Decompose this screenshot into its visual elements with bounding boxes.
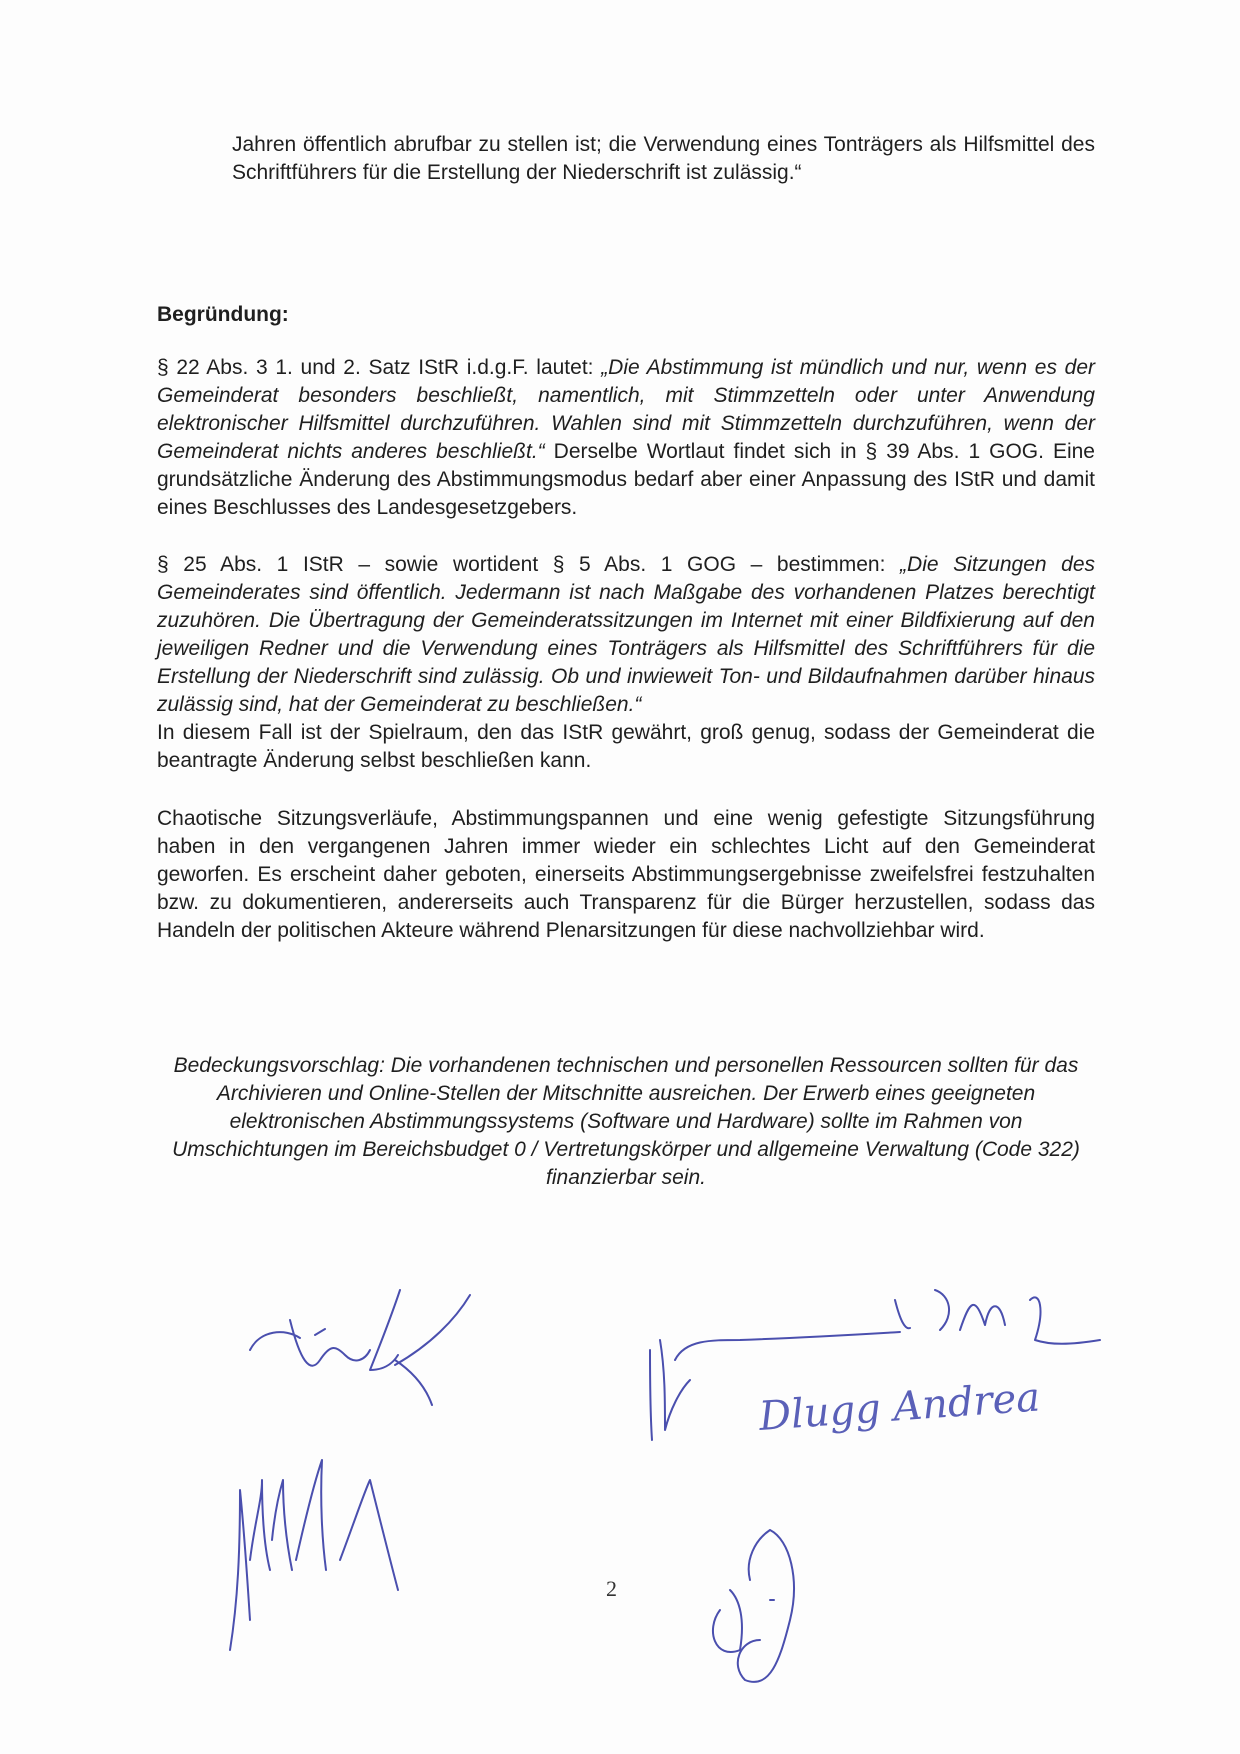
- signature-3: [650, 1290, 1100, 1440]
- paragraph-lead: § 25 Abs. 1 IStR – sowie wortident § 5 Abs. 1 GOG – bestimmen:: [157, 553, 901, 576]
- paragraph-tail: In diesem Fall ist der Spielraum, den das IStR gewährt, groß genug, sodass der Gemeinderat die beantragte Änderung selbst beschließen kann.: [157, 721, 1095, 772]
- section-heading: Begründung:: [157, 303, 289, 326]
- signature-4: [713, 1530, 794, 1682]
- paragraph-sitzungen: [157, 551, 1095, 775]
- paragraph-begruendung: Chaotische Sitzungsverläufe, Abstimmungspannen und eine wenig gefestigte Sitzungsführung haben in den vergangenen Jahren immer wieder ein schlechtes Licht auf den Gemeinderat geworfen. Es erscheint daher geboten, einerseits Abstimmungsergebnisse zweifelsfrei festzuhalten bzw. zu dokumentieren, andererseits auch Transparenz für die Bürger herzustellen, sodass das Handeln der politischen Akteure während Plenarsitzungen für diese nachvollziehbar wird.: [157, 807, 1095, 942]
- signature-2: [230, 1460, 398, 1650]
- coverage-proposal: Bedeckungsvorschlag: Die vorhandenen technischen und personellen Ressourcen sollten für das Archivieren und Online-Stellen der Mitschnitte ausreichen. Der Erwerb eines geeigneten elektronischen Abstimmungssystems (Software und Hardware) sollte im Rahmen von Umschichtungen im Bereichsbudget 0 / Vertretungskörper und allgemeine Verwaltung (Code 322) finanzierbar sein.: [172, 1054, 1080, 1189]
- paragraph-abstimmung: [157, 354, 1095, 522]
- handwritten-name: Dlugg Andrea: [757, 1374, 1042, 1440]
- paragraph-lead: § 22 Abs. 3 1. und 2. Satz IStR i.d.g.F. lautet:: [157, 356, 602, 379]
- legal-quote: „Die Sitzungen des Gemeinderates sind öffentlich. Jedermann ist nach Maßgabe des vorhandenen Platzes berechtigt zuzuhören. Die Übertragung der Gemeinderatssitzungen im Internet mit einer Bildfixierung auf den jeweiligen Redner und die Verwendung eines Tonträgers als Hilfsmittel des Schriftführers für die Erstellung der Niederschrift sind zulässig. Ob und inwieweit Ton- und Bildaufnahmen darüber hinaus zulässig sind, hat der Gemeinderat zu beschließen.“: [157, 553, 1096, 716]
- intro-paragraph: Jahren öffentlich abrufbar zu stellen ist; die Verwendung eines Tonträgers als Hilfsmittel des Schriftführers für die Erstellung der Niederschrift ist zulässig.“: [232, 133, 1095, 184]
- page-number: 2: [606, 1576, 617, 1601]
- legal-quote: „Die Abstimmung ist mündlich und nur, wenn es der Gemeinderat besonders beschließt, namentlich, mit Stimmzetteln oder unter Anwendung elektronischer Hilfsmittel durchzuführen. Wahlen sind mit Stimmzetteln durchzuführen, wenn der Gemeinderat nichts anderes beschließt.“: [157, 356, 1095, 463]
- paragraph-tail: Derselbe Wortlaut findet sich in § 39 Abs. 1 GOG. Eine grundsätzliche Änderung des Abstimmungsmodus bedarf aber einer Anpassung des IStR und damit eines Beschlusses des Landesgesetzgebers.: [157, 440, 1095, 519]
- signature-1: [250, 1290, 470, 1405]
